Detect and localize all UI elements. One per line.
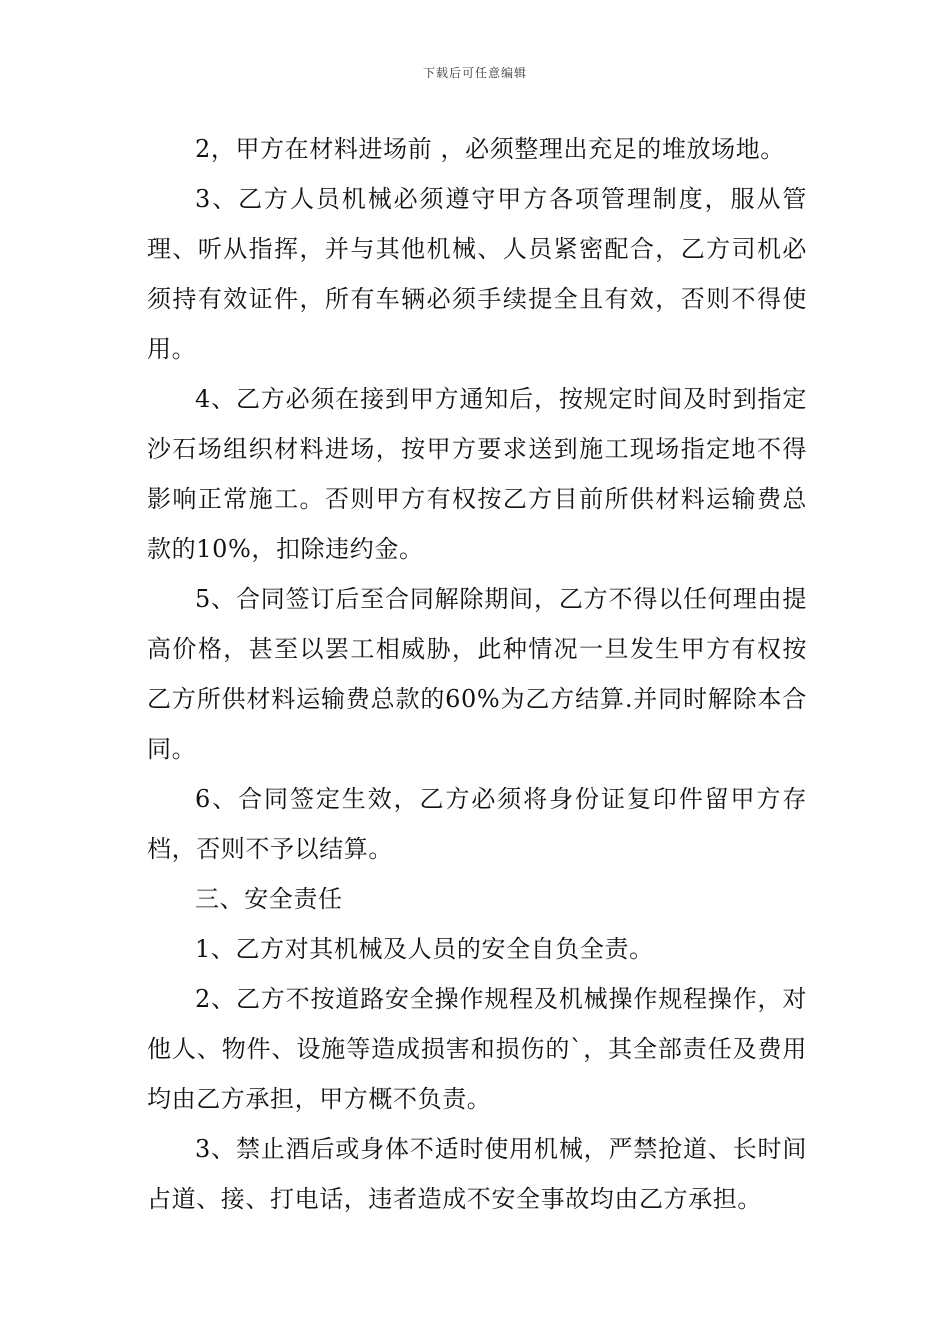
paragraph-safety-3: 3、禁止酒后或身体不适时使用机械，严禁抢道、长时间占道、接、打电话，违者造成不安全事故均由乙方承担。: [147, 1135, 807, 1213]
paragraph-clause-5: 5、合同签订后至合同解除期间，乙方不得以任何理由提高价格，甚至以罢工相威胁，此种情况一旦发生甲方有权按乙方所供材料运输费总款的60%为乙方结算.并同时解除本合同。: [147, 585, 807, 763]
paragraph-clause-4: 4、乙方必须在接到甲方通知后，按规定时间及时到指定沙石场组织材料进场，按甲方要求送到施工现场指定地不得影响正常施工。否则甲方有权按乙方目前所供材料运输费总款的10%，扣除违约金。: [147, 385, 807, 563]
paragraph-clause-2: 2，甲方在材料进场前 ，必须整理出充足的堆放场地。: [195, 135, 785, 163]
page-header-note: 下载后可任意编辑: [422, 66, 527, 80]
section-heading-safety: 三、安全责任: [195, 885, 343, 913]
document-body: [147, 124, 807, 1224]
paragraph-clause-6: 6、合同签定生效，乙方必须将身份证复印件留甲方存档，否则不予以结算。: [147, 785, 807, 863]
paragraph-safety-1: 1、乙方对其机械及人员的安全自负全责。: [195, 935, 654, 963]
paragraph-safety-2: 2、乙方不按道路安全操作规程及机械操作规程操作，对他人、物件、设施等造成损害和损伤的`，其全部责任及费用均由乙方承担，甲方概不负责。: [147, 985, 807, 1113]
paragraph-clause-3: 3、乙方人员机械必须遵守甲方各项管理制度，服从管理、听从指挥，并与其他机械、人员紧密配合，乙方司机必须持有效证件，所有车辆必须手续提全且有效，否则不得使用。: [147, 185, 807, 363]
